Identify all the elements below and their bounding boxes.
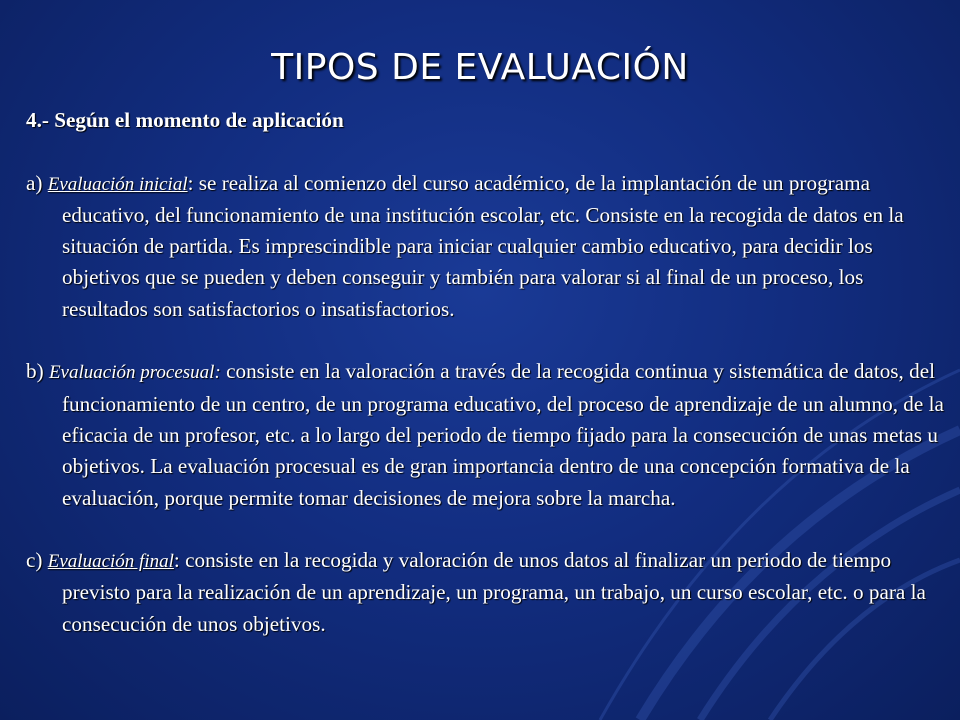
item-marker: c) <box>26 548 48 573</box>
section-subtitle: 4.- Según el momento de aplicación <box>26 108 344 132</box>
list-item-evaluacion-final <box>26 545 946 640</box>
list-item-evaluacion-procesual <box>26 356 946 513</box>
item-marker: b) <box>26 359 49 384</box>
item-text: consiste en la recogida y valoración de unos datos al finalizar un periodo de tiempo previsto para la realización de un aprendizaje, un programa, un trabajo, un curso escolar, etc. o para la consecución de unos objetivos. <box>62 548 926 636</box>
item-separator: : <box>173 548 180 573</box>
item-separator: : <box>187 170 194 195</box>
slide-title: TIPOS DE EVALUACIÓN <box>271 47 689 88</box>
item-text: consiste en la valoración a través de la recogida continua y sistemática de datos, del funcionamiento de un centro, de un programa educativo, del proceso de aprendizaje de un alumno, de la eficacia de un profesor, etc. a lo largo del periodo de tiempo fijado para la consecución de unas metas u objetivos. La evaluación procesual es de gran importancia dentro de una concepción formativa de la evaluación, porque permite tomar decisiones de mejora sobre la marcha. <box>62 359 944 510</box>
list-item-evaluacion-inicial <box>26 168 946 325</box>
item-term: Evaluación inicial <box>47 173 188 195</box>
slide-content <box>26 105 946 640</box>
item-text: se realiza al comienzo del curso académico, de la implantación de un programa educativo, del funcionamiento de una institución escolar, etc. Consiste en la recogida de datos en la situación de partida. Es imprescindible para iniciar cualquier cambio educativo, para decidir los objetivos que se pueden y deben conseguir y también para valorar si al final de un proceso, los resultados son satisfactorios o insatisfactorios. <box>62 170 904 321</box>
item-marker: a) <box>26 170 48 195</box>
item-term: Evaluación procesual: <box>48 362 221 384</box>
item-term: Evaluación final <box>47 551 174 573</box>
